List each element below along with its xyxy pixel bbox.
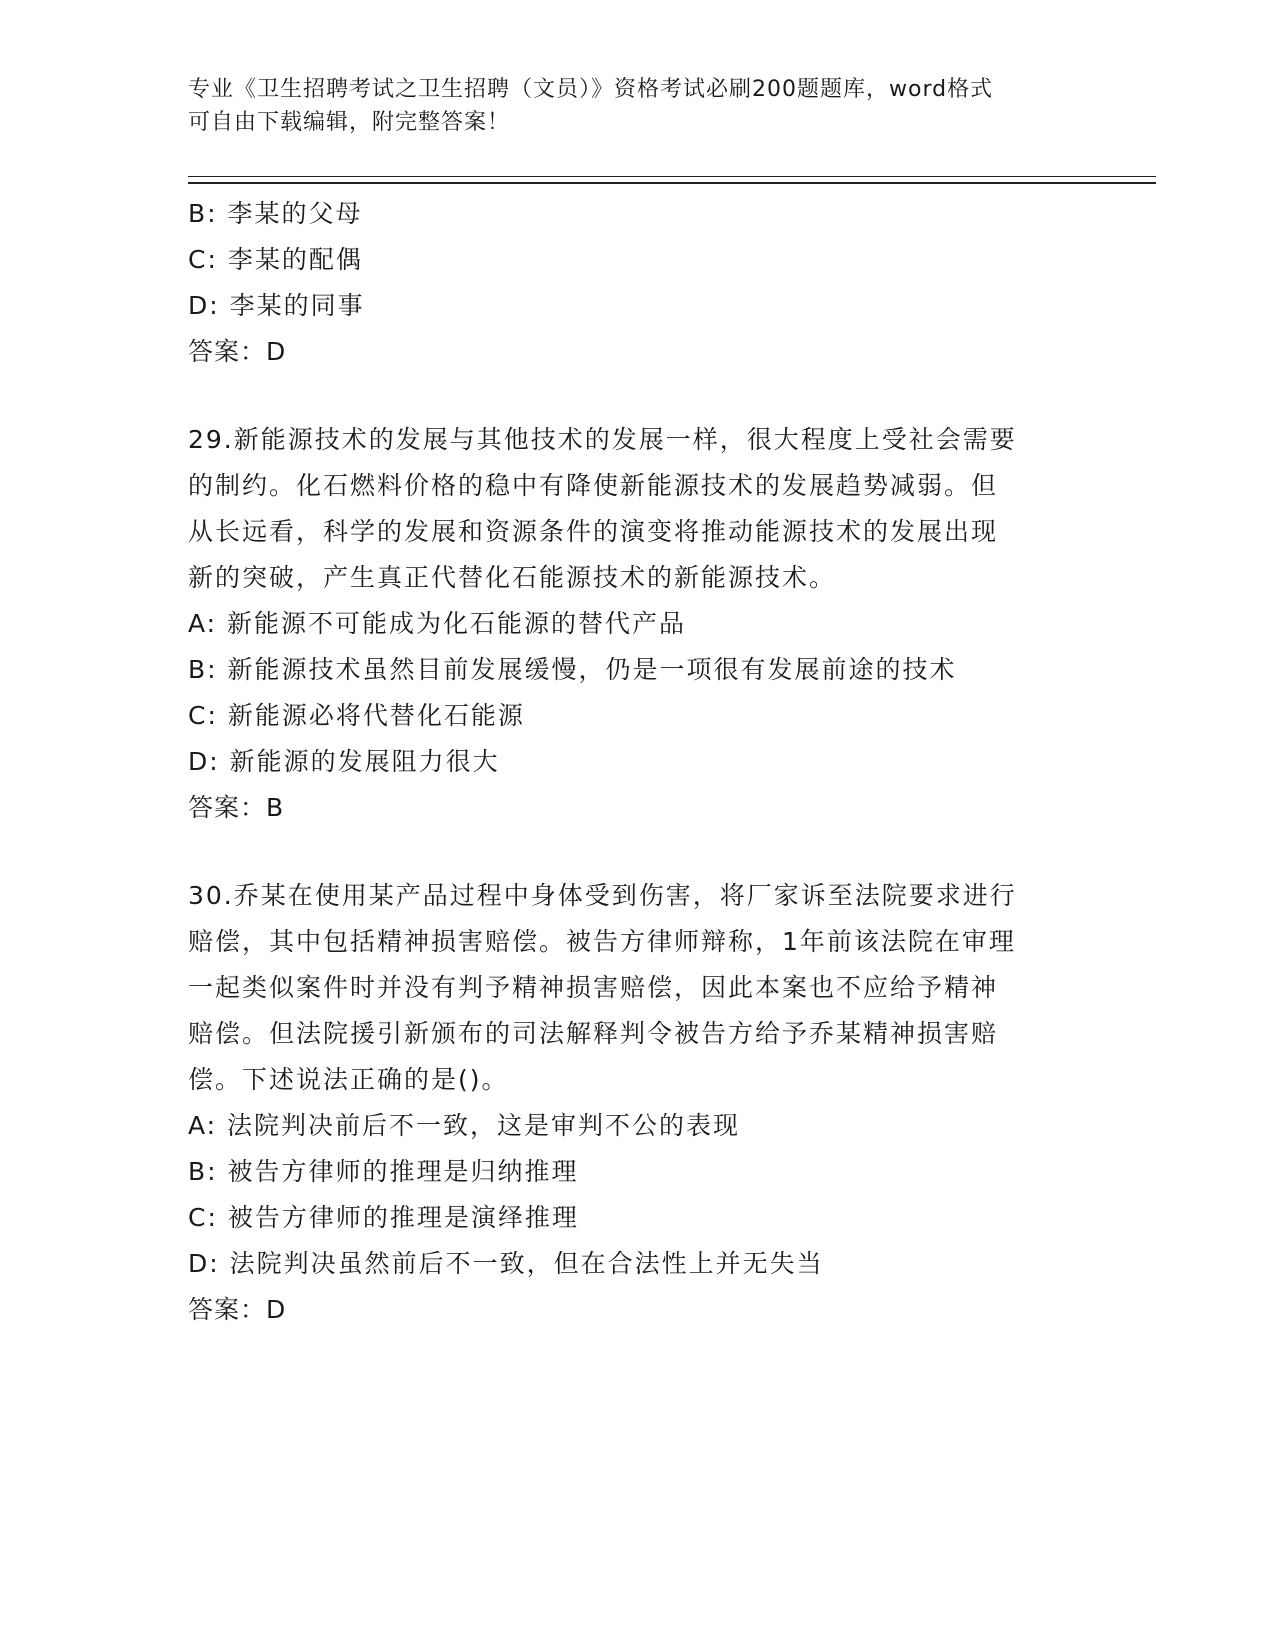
option-c: C: 李某的配偶 — [188, 245, 363, 274]
option-c: C: 被告方律师的推理是演绎推理 — [188, 1203, 579, 1232]
document-header — [188, 73, 1108, 139]
question-stem-line: 新的突破，产生真正代替化石能源技术的新能源技术。 — [188, 563, 837, 592]
option-a: A: 新能源不可能成为化石能源的替代产品 — [188, 609, 687, 638]
option-d: D: 李某的同事 — [188, 291, 365, 320]
header-divider — [188, 176, 1156, 184]
document-body — [188, 191, 1088, 1333]
question-stem-line: 偿。下述说法正确的是()。 — [188, 1065, 509, 1094]
option-b: B: 新能源技术虽然目前发展缓慢，仍是一项很有发展前途的技术 — [188, 655, 957, 684]
header-line-2: 可自由下载编辑，附完整答案！ — [188, 110, 511, 135]
question-29 — [188, 417, 1088, 831]
question-stem-line: 30.乔某在使用某产品过程中身体受到伤害，将厂家诉至法院要求进行 — [188, 881, 1017, 910]
header-line-1: 专业《卫生招聘考试之卫生招聘（文员）》资格考试必刷200题题库，word格式 — [188, 77, 994, 102]
question-28-continued — [188, 191, 1088, 375]
question-stem-line: 赔偿。但法院援引新颁布的司法解释判令被告方给予乔某精神损害赔 — [188, 1019, 999, 1048]
option-a: A: 法院判决前后不一致，这是审判不公的表现 — [188, 1111, 741, 1140]
answer-line: 答案：D — [188, 1295, 287, 1324]
question-stem-line: 的制约。化石燃料价格的稳中有降使新能源技术的发展趋势减弱。但 — [188, 471, 999, 500]
question-stem-line: 29.新能源技术的发展与其他技术的发展一样，很大程度上受社会需要 — [188, 425, 1017, 454]
question-30 — [188, 873, 1088, 1333]
question-stem-line: 一起类似案件时并没有判予精神损害赔偿，因此本案也不应给予精神 — [188, 973, 999, 1002]
option-d: D: 新能源的发展阻力很大 — [188, 747, 500, 776]
question-stem-line: 从长远看，科学的发展和资源条件的演变将推动能源技术的发展出现 — [188, 517, 999, 546]
option-c: C: 新能源必将代替化石能源 — [188, 701, 525, 730]
question-stem-line: 赔偿，其中包括精神损害赔偿。被告方律师辩称，1年前该法院在审理 — [188, 927, 1016, 956]
option-b: B: 被告方律师的推理是归纳推理 — [188, 1157, 579, 1186]
option-d: D: 法院判决虽然前后不一致，但在合法性上并无失当 — [188, 1249, 824, 1278]
answer-line: 答案：D — [188, 337, 287, 366]
option-b: B: 李某的父母 — [188, 199, 363, 228]
answer-line: 答案：B — [188, 793, 285, 822]
